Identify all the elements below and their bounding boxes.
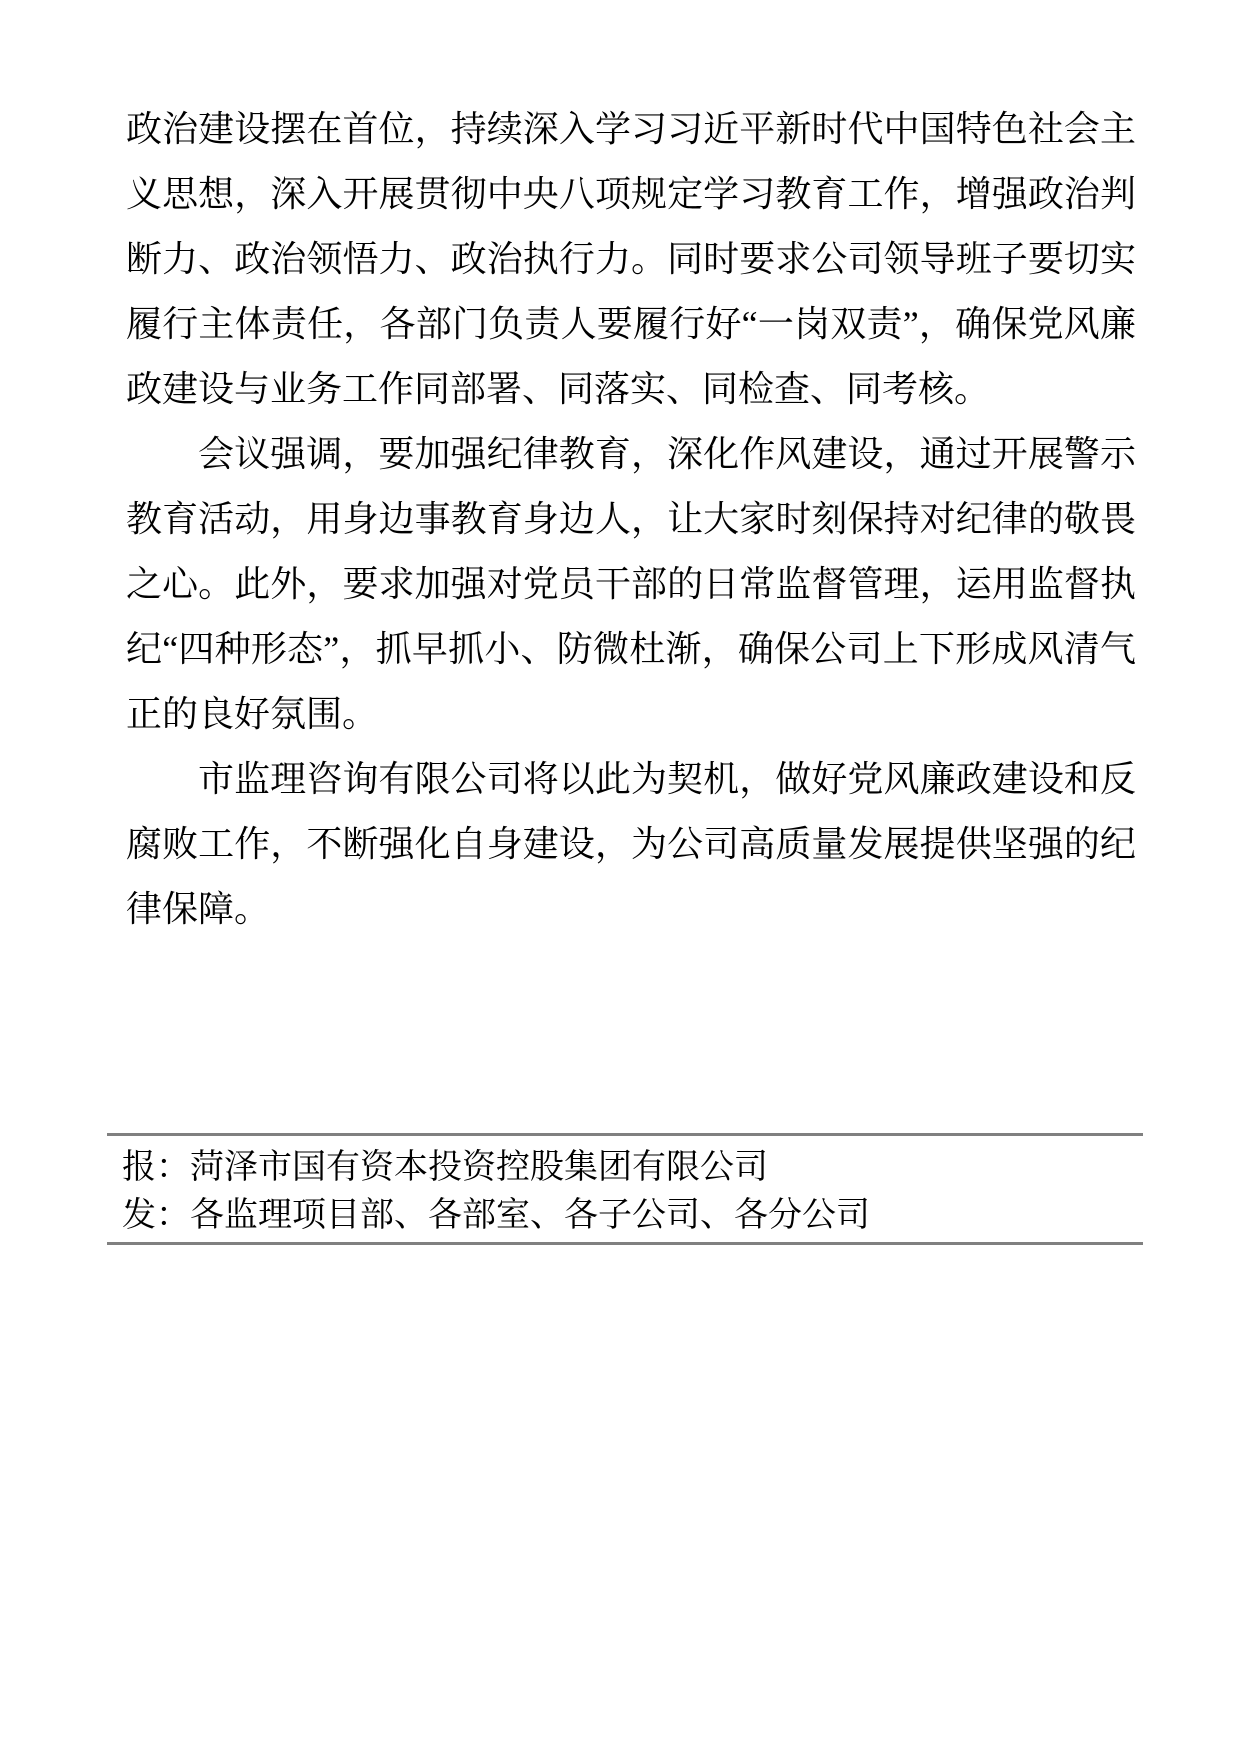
- distribution-issue-line: 发：各监理项目部、各部室、各子公司、各分公司: [122, 1197, 870, 1234]
- distribution-footer: [107, 1133, 1143, 1245]
- body-paragraph: 会议强调，要加强纪律教育，深化作风建设，通过开展警示教育活动，用身边事教育身边人，让大家时刻保持对纪律的敬畏之心。此外，要求加强对党员干部的日常监督管理，运用监督执纪“四种形态”，抓早抓小、防微杜渐，确保公司上下形成风清气正的良好氛围。: [126, 434, 1136, 734]
- body-paragraph: 政治建设摆在首位，持续深入学习习近平新时代中国特色社会主义思想，深入开展贯彻中央八项规定学习教育工作，增强政治判断力、政治领悟力、政治执行力。同时要求公司领导班子要切实履行主体责任，各部门负责人要履行好“一岗双责”，确保党风廉政建设与业务工作同部署、同落实、同检查、同考核。: [126, 109, 1136, 409]
- distribution-report-line: 报：菏泽市国有资本投资控股集团有限公司: [122, 1149, 768, 1186]
- body-paragraph: 市监理咨询有限公司将以此为契机，做好党风廉政建设和反腐败工作，不断强化自身建设，为公司高质量发展提供坚强的纪律保障。: [126, 759, 1136, 929]
- document-body: [126, 97, 1136, 942]
